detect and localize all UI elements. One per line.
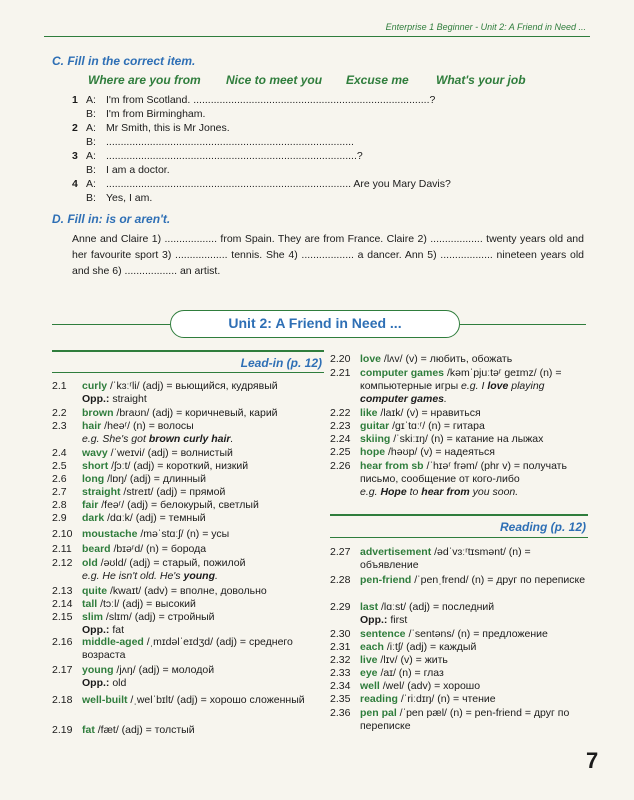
- definition: /məˈstɑːʃ/ (n) = усы: [137, 528, 230, 540]
- definition: /ˈkɜːʳli/ (adj) = вьющийся, кудрявый: [107, 380, 278, 392]
- headword: young: [82, 664, 114, 676]
- entry-body: [360, 601, 590, 627]
- example-text: e.g. He isn't old. He's: [82, 570, 184, 582]
- headword: sentence: [360, 628, 406, 640]
- unit-title: Unit 2: A Friend in Need ...: [170, 310, 460, 338]
- section-c-title: C. Fill in the correct item.: [52, 54, 196, 68]
- definition: /lɪv/ (v) = жить: [377, 654, 448, 666]
- definition: /braʊn/ (adj) = коричневый, карий: [113, 407, 278, 419]
- definition: /tɔːl/ (adj) = высокий: [97, 598, 196, 610]
- entry-body: [360, 707, 590, 733]
- entry-number: 2.11: [52, 543, 72, 555]
- entry-body: [82, 407, 322, 420]
- headword: last: [360, 601, 379, 613]
- entry-body: [82, 694, 322, 707]
- example-text: .: [230, 433, 234, 445]
- definition: /aɪ/ (n) = глаз: [377, 667, 444, 679]
- definition: /ˌwelˈbɪlt/ (adj) = хорошо сложенный: [127, 694, 305, 706]
- lead-in-rule: [52, 372, 324, 373]
- vocabulary-continued: [330, 353, 590, 503]
- definition: /bɪəʳd/ (n) = борода: [110, 543, 207, 555]
- example-text: .: [444, 393, 447, 405]
- speaker-a: A:: [86, 122, 96, 134]
- entry-body: [82, 724, 322, 737]
- definition: /həʊp/ (v) = надеяться: [385, 446, 495, 458]
- entry-number: 2.15: [52, 611, 73, 623]
- headword: guitar: [360, 420, 390, 432]
- definition: /laɪk/ (v) = нравиться: [377, 407, 481, 419]
- definition: /ˈhɪəʳ frəm/ (phr v) = получать письмо, сообщение от кого-либо: [360, 460, 567, 485]
- entry-number: 2.10: [52, 528, 73, 540]
- item-number: 2: [72, 122, 78, 134]
- entry-body: [82, 486, 322, 499]
- answer-options: [0, 73, 634, 89]
- entry-number: 2.1: [52, 380, 67, 392]
- line-a: Mr Smith, this is Mr Jones.: [106, 122, 230, 134]
- headword: beard: [82, 543, 111, 555]
- headword: like: [360, 407, 378, 419]
- page-number: 7: [586, 748, 599, 773]
- example-text: e.g. She's got: [82, 433, 149, 445]
- opposite-label: Opp.:: [360, 614, 388, 626]
- headword: quite: [82, 585, 108, 597]
- entry-body: [360, 667, 590, 680]
- definition: /ˈpen pæl/ (n) = pen-friend = друг по переписке: [360, 707, 570, 732]
- option-4: What's your job: [436, 73, 526, 87]
- example: [82, 570, 322, 583]
- headword: advertisement: [360, 546, 432, 558]
- entry-number: 2.3: [52, 420, 67, 432]
- entry-body: [360, 654, 590, 667]
- entry-number: 2.5: [52, 460, 67, 472]
- definition: /dɑːk/ (adj) = темный: [104, 512, 206, 524]
- entry-number: 2.29: [330, 601, 351, 613]
- definition: /ˈskiːɪŋ/ (n) = катание на лыжах: [390, 433, 544, 445]
- entry-number: 2.17: [52, 664, 73, 676]
- entry-number: 2.6: [52, 473, 67, 485]
- entry-number: 2.12: [52, 557, 73, 569]
- headword: skiing: [360, 433, 391, 445]
- entry-body: [360, 367, 590, 406]
- entry-number: 2.33: [330, 667, 351, 679]
- definition: /kəmˈpjuːtəʳ geɪmz/ (n) = компьютерные игры: [360, 367, 562, 392]
- definition: /streɪt/ (adj) = прямой: [120, 486, 226, 498]
- entry-number: 2.8: [52, 499, 67, 511]
- headword: hope: [360, 446, 386, 458]
- example: [360, 486, 590, 499]
- opposite-word: straight: [109, 393, 147, 405]
- section-d-paragraph: Anne and Claire 1) .................. from Spain. They are from France. Claire 2) .................. twenty years old and her favourite sport 3) .................. tennis. She 4) .................. a dancer. Ann 5) .................. nineteen years old and she 6) .................. an artist.: [72, 233, 584, 277]
- entry-number: 2.21: [330, 367, 351, 379]
- definition: /slɪm/ (adj) = стройный: [103, 611, 215, 623]
- definition: /ˌmɪdəlˈeɪdʒd/ (adj) = среднего возраста: [82, 636, 293, 661]
- line-b: .....................................................................................: [106, 136, 354, 148]
- definition: /ˈsentəns/ (n) = предложение: [405, 628, 548, 640]
- example-bold: hear from: [421, 486, 470, 498]
- entry-number: 2.4: [52, 447, 67, 459]
- entry-body: [82, 611, 322, 637]
- example-text: you soon.: [469, 486, 519, 498]
- definition: /lɑːst/ (adj) = последний: [378, 601, 495, 613]
- entry-number: 2.35: [330, 693, 351, 705]
- entry-body: [82, 499, 322, 512]
- entry-number: 2.2: [52, 407, 67, 419]
- definition: /kwaɪt/ (adv) = вполне, довольно: [107, 585, 267, 597]
- definition: /heəʳ/ (n) = волосы: [101, 420, 194, 432]
- band-rule-right: [460, 324, 586, 325]
- entry-body: [360, 574, 590, 587]
- item-number: 3: [72, 150, 78, 162]
- entry-number: 2.19: [52, 724, 73, 736]
- definition: /ˈriːdɪŋ/ (n) = чтение: [397, 693, 496, 705]
- speaker-a: A:: [86, 94, 96, 106]
- entry-number: 2.22: [330, 407, 351, 419]
- headword: love: [360, 353, 382, 365]
- headword: fat: [82, 724, 95, 736]
- entry-number: 2.25: [330, 446, 351, 458]
- entry-body: [82, 664, 322, 690]
- entry-body: [82, 460, 322, 473]
- option-2: Nice to meet you: [226, 73, 323, 87]
- entry-body: [82, 557, 322, 583]
- example-text: e.g. I: [461, 380, 488, 392]
- entry-number: 2.14: [52, 598, 73, 610]
- entry-number: 2.9: [52, 512, 67, 524]
- entry-body: [360, 407, 590, 420]
- headword: pen pal: [360, 707, 397, 719]
- line-a: ......................................................................................?: [106, 150, 363, 162]
- definition: /ˈpenˌfrend/ (n) = друг по переписке: [411, 574, 586, 586]
- entry-number: 2.31: [330, 641, 351, 653]
- example-text: to: [406, 486, 422, 498]
- entry-body: [360, 433, 590, 446]
- reading-vocabulary: [330, 546, 590, 746]
- entry-number: 2.7: [52, 486, 67, 498]
- lead-in-vocabulary: [52, 380, 324, 760]
- entry-number: 2.30: [330, 628, 351, 640]
- definition: /gɪˈtɑːʳ/ (n) = гитара: [389, 420, 485, 432]
- line-a: I'm from Scotland. .................................................................................?: [106, 94, 436, 106]
- speaker-a: A:: [86, 178, 96, 190]
- entry-number: 2.18: [52, 694, 73, 706]
- headword: computer games: [360, 367, 445, 379]
- headword: reading: [360, 693, 398, 705]
- line-b: I am a doctor.: [106, 164, 170, 176]
- definition: /ʃɔːt/ (adj) = короткий, низкий: [108, 460, 249, 472]
- reading-rule: [330, 537, 588, 538]
- speaker-b: B:: [86, 136, 96, 148]
- example-bold: computer games: [360, 393, 445, 405]
- definition: /jʌŋ/ (adj) = молодой: [113, 664, 215, 676]
- entry-body: [82, 512, 322, 525]
- entry-body: [82, 598, 322, 611]
- speaker-b: B:: [86, 108, 96, 120]
- headword: slim: [82, 611, 104, 623]
- reading-top-rule: [330, 514, 588, 516]
- headword: eye: [360, 667, 378, 679]
- entry-number: 2.13: [52, 585, 73, 597]
- entry-body: [82, 636, 322, 662]
- entry-body: [360, 628, 590, 641]
- entry-body: [82, 585, 322, 598]
- entry-body: [360, 641, 590, 654]
- example-bold: Hope: [380, 486, 407, 498]
- entry-body: [360, 680, 590, 693]
- entry-body: [82, 473, 322, 486]
- option-3: Excuse me: [346, 73, 409, 87]
- running-head: Enterprise 1 Beginner - Unit 2: A Friend in Need ...: [385, 22, 586, 32]
- definition: /lɒŋ/ (adj) = длинный: [104, 473, 206, 485]
- section-d-title: D. Fill in: is or aren't.: [52, 212, 171, 226]
- entry-body: [360, 446, 590, 459]
- entry-body: [82, 528, 322, 541]
- header-rule: [44, 36, 590, 37]
- definition: /ˈweɪvi/ (adj) = волнистый: [107, 447, 233, 459]
- definition: /fæt/ (adj) = толстый: [94, 724, 195, 736]
- speaker-a: A:: [86, 150, 96, 162]
- opposite-label: Opp.:: [82, 677, 110, 689]
- item-number: 4: [72, 178, 78, 190]
- definition: /wel/ (adv) = хорошо: [379, 680, 481, 692]
- definition: /feəʳ/ (adj) = белокурый, светлый: [98, 499, 259, 511]
- entry-number: 2.23: [330, 420, 351, 432]
- opposite: [360, 614, 590, 627]
- example-text: e.g.: [360, 486, 381, 498]
- opposite: [82, 677, 322, 690]
- entry-body: [360, 420, 590, 433]
- entry-number: 2.32: [330, 654, 351, 666]
- line-b: I'm from Birmingham.: [106, 108, 206, 120]
- headword: each: [360, 641, 384, 653]
- definition: /əʊld/ (adj) = старый, пожилой: [97, 557, 246, 569]
- entry-body: [360, 460, 590, 499]
- opposite-label: Opp.:: [82, 393, 110, 405]
- entry-number: 2.24: [330, 433, 351, 445]
- lead-in-top-rule: [52, 350, 324, 352]
- headword: tall: [82, 598, 98, 610]
- entry-number: 2.27: [330, 546, 351, 558]
- headword: short: [82, 460, 109, 472]
- entry-body: [82, 420, 322, 446]
- speaker-b: B:: [86, 192, 96, 204]
- example: [82, 433, 322, 446]
- definition: /lʌv/ (v) = любить, обожать: [381, 353, 513, 365]
- headword: well: [360, 680, 380, 692]
- entry-number: 2.36: [330, 707, 351, 719]
- example-text: .: [214, 570, 218, 582]
- example-text: playing: [508, 380, 545, 392]
- headword: dark: [82, 512, 105, 524]
- entry-body: [82, 447, 322, 460]
- entry-body: [360, 693, 590, 706]
- headword: brown: [82, 407, 114, 419]
- opposite-word: old: [109, 677, 127, 689]
- lead-in-heading: Lead-in (p. 12): [240, 356, 322, 370]
- headword: wavy: [82, 447, 108, 459]
- entry-body: [82, 380, 322, 406]
- entry-number: 2.28: [330, 574, 351, 586]
- option-1: Where are you from: [88, 73, 201, 87]
- opposite-word: fat: [109, 624, 125, 636]
- headword: curly: [82, 380, 108, 392]
- headword: straight: [82, 486, 121, 498]
- opposite: [82, 393, 322, 406]
- entry-body: [360, 353, 590, 366]
- entry-body: [82, 543, 322, 556]
- headword: old: [82, 557, 98, 569]
- entry-number: 2.26: [330, 460, 351, 472]
- line-a: .................................................................................... Are you Mary Davis?: [106, 178, 451, 190]
- speaker-b: B:: [86, 164, 96, 176]
- line-b: Yes, I am.: [106, 192, 153, 204]
- entry-number: 2.34: [330, 680, 351, 692]
- example-bold: young: [183, 570, 215, 582]
- headword: well-built: [82, 694, 128, 706]
- example-bold: brown curly hair: [148, 433, 231, 445]
- headword: long: [82, 473, 105, 485]
- headword: fair: [82, 499, 99, 511]
- dialogue-list: [0, 93, 634, 205]
- headword: hair: [82, 420, 102, 432]
- item-number: 1: [72, 94, 78, 106]
- example-bold: love: [487, 380, 509, 392]
- entry-number: 2.20: [330, 353, 351, 365]
- definition: /ədˈvɜːʳtɪsmənt/ (n) = объявление: [360, 546, 531, 571]
- band-rule-left: [52, 324, 170, 325]
- entry-number: 2.16: [52, 636, 73, 648]
- headword: hear from sb: [360, 460, 424, 472]
- headword: live: [360, 654, 378, 666]
- reading-heading: Reading (p. 12): [499, 520, 586, 534]
- headword: pen-friend: [360, 574, 412, 586]
- opposite-word: first: [387, 614, 408, 626]
- headword: moustache: [82, 528, 138, 540]
- headword: middle-aged: [82, 636, 144, 648]
- entry-body: [360, 546, 590, 572]
- definition: /iːtʃ/ (adj) = каждый: [383, 641, 477, 653]
- opposite-label: Opp.:: [82, 624, 110, 636]
